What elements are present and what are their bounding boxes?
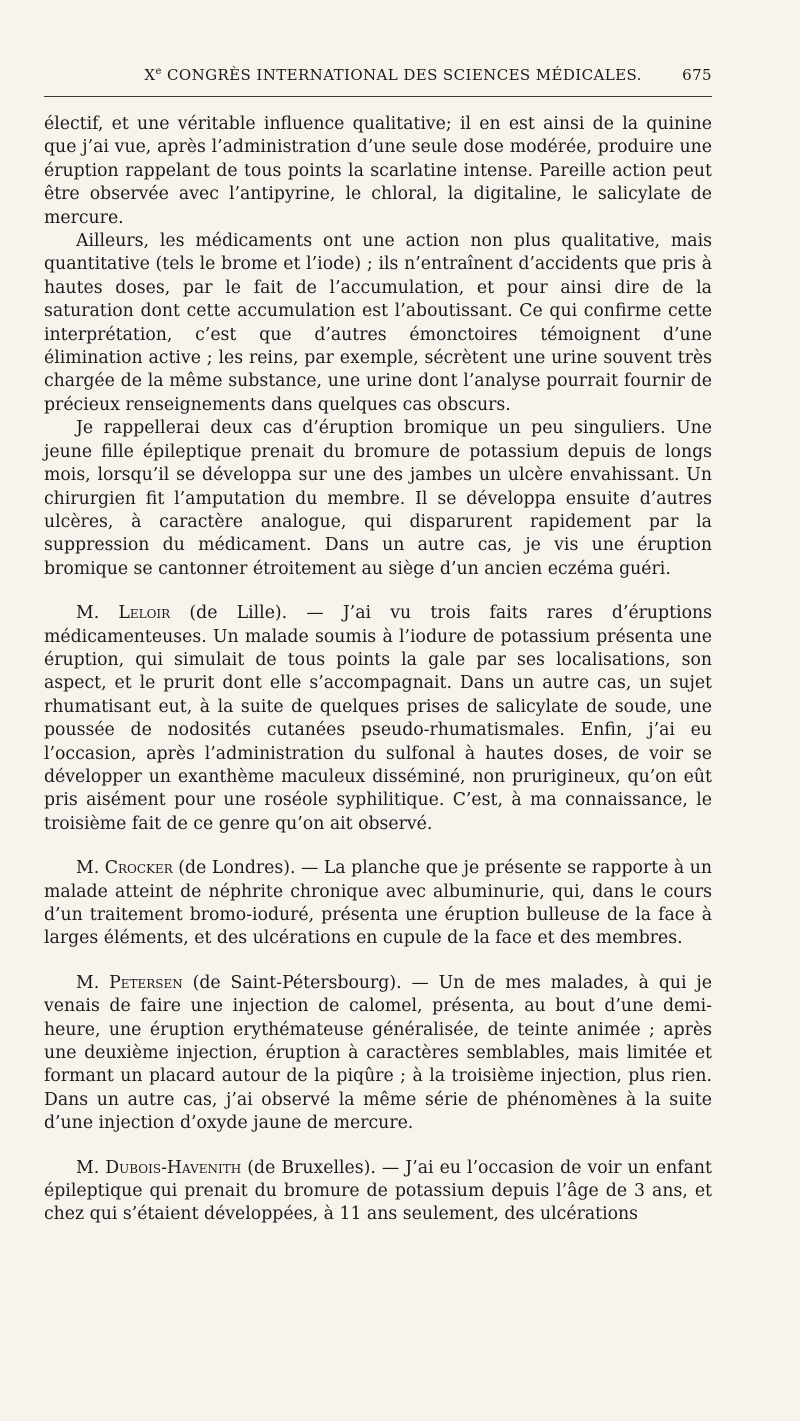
ordinal-superscript: e xyxy=(155,66,162,77)
speaker-prefix: M. xyxy=(76,858,105,879)
page-number: 675 xyxy=(682,66,712,84)
speaker-name: Leloir xyxy=(118,603,171,624)
speaker-name: Crocker xyxy=(104,858,173,879)
congress-title: CONGRÈS INTERNATIONAL DES SCIENCES MÉDICALES. xyxy=(161,66,642,84)
roman-numeral: X xyxy=(144,66,156,84)
speaker-name: Dubois-Havenith xyxy=(105,1157,242,1178)
running-title xyxy=(44,66,682,84)
paragraph: Je rappellerai deux cas d’éruption bromique un peu singuliers. Une jeune fille épileptique prenait du bromure de potassium depuis de longs mois, lorsqu’il se développa sur une des jambes un ulcère envahissant. Un chirurgien fit l’amputation du membre. Il se développa ensuite d’autres ulcères, à caractère analogue, qui disparurent rapidement par la suppression du médicament. Dans un autre cas, je vis une éruption bromique se cantonner étroitement au siège d’un ancien eczéma guéri. xyxy=(44,418,712,579)
speaker-prefix: M. xyxy=(76,972,110,993)
intervention-text: (de Lille). — J’ai vu trois faits rares d’éruptions médicamenteuses. Un malade soumis à l’iodure de potassium présenta une éruption, qui simulait de tous points la gale par ses localisations, son aspect, et le prurit dont elle s’accompagnait. Dans un autre cas, un sujet rhumatisant eut, à la suite de quelques prises de salicylate de soude, une poussée de nodosités cutanées pseudo-rhumatismales. Enfin, j’ai eu l’occasion, après l’administration du sulfonal à hautes doses, de voir se développer un exanthème maculeux disséminé, non prurigineux, qu’on eût pris aisément pour une roséole syphilitique. C’est, à ma connaissance, le troisième fait de ce genre qu’on ait observé. xyxy=(44,603,712,834)
intervention-text: (de Londres). — La planche que je présente se rapporte à un malade atteint de néphrite chronique avec albuminurie, qui, dans le cours d’un traitement bromo-ioduré, présenta une éruption bulleuse de la face à larges éléments, et des ulcérations en cupule de la face et des membres. xyxy=(44,858,712,949)
paragraph-continued: électif, et une véritable influence qualitative; il en est ainsi de la quinine que j’ai vue, après l’administration d’une seule dose modérée, produire une éruption rappelant de tous points la scarlatine intense. Pareille action peut être observée avec l’antipyrine, le chloral, la digitaline, le salicylate de mercure. xyxy=(44,114,712,228)
intervention-crocker xyxy=(44,857,712,951)
intervention-text: (de Bruxelles). — J’ai eu l’occasion de voir un enfant épileptique qui prenait du bromure de potassium depuis l’âge de 3 ans, et chez qui s’étaient développées, à 11 ans seulement, des ulcérations xyxy=(44,1157,713,1225)
speaker-name: Petersen xyxy=(109,972,183,993)
speaker-prefix: M. xyxy=(76,1157,106,1178)
header-rule xyxy=(44,96,712,97)
intervention-petersen xyxy=(44,972,712,1136)
intervention-leloir xyxy=(44,602,712,836)
paragraph: Ailleurs, les médicaments ont une action non plus qualitative, mais quantitative (tels le brome et l’iode) ; ils n’entraînent d’accidents que pris à hautes doses, par le fait de l’accumulation, et pour ainsi dire de la saturation dont cette accumulation est l’aboutissant. Ce qui confirme cette interprétation, c’est que d’autres émonctoires témoignent d’une élimination active ; les reins, par exemple, sécrètent une urine souvent très chargée de la même substance, une urine dont l’analyse pourrait fournir de précieux renseignements dans quelques cas obscurs. xyxy=(44,231,712,415)
intervention-dubois-havenith xyxy=(44,1157,712,1227)
book-page xyxy=(44,66,712,1227)
speaker-prefix: M. xyxy=(76,603,119,624)
intervention-text: (de Saint-Pétersbourg). — Un de mes malades, à qui je venais de faire une injection de calomel, présenta, au bout d’une demi-heure, une éruption erythémateuse généralisée, de teinte animée ; après une deuxième injection, éruption à caractères semblables, mais limitée et formant un placard autour de la piqûre ; à la troisième injection, plus rien. Dans un autre cas, j’ai observé la même série de phénomènes à la suite d’une injection d’oxyde jaune de mercure. xyxy=(44,972,713,1134)
body-text xyxy=(44,113,712,1227)
running-header xyxy=(44,66,712,96)
